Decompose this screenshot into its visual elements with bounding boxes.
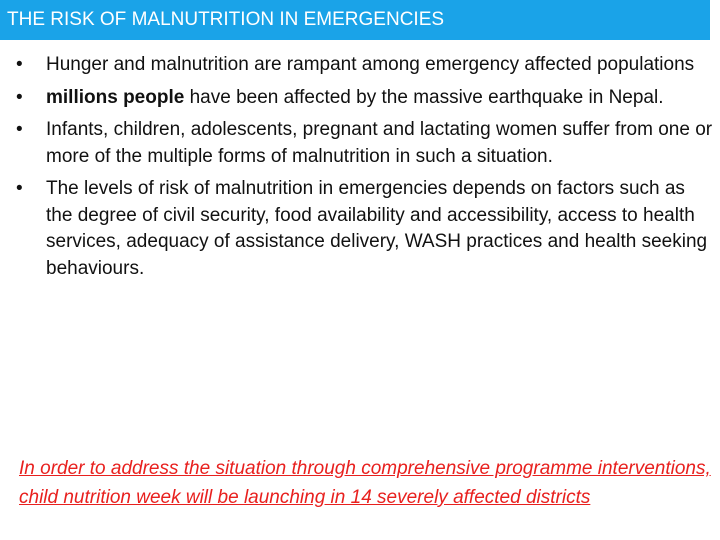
bullet-icon: • — [16, 178, 23, 199]
bullet-item — [14, 176, 714, 282]
bullet-text: Infants, children, adolescents, pregnant and lactating women suffer from one or more of the multiple forms of malnutrition in such a situation. — [46, 119, 713, 167]
bullet-icon: • — [16, 54, 23, 75]
bullet-text: have been affected by the massive earthquake in Nepal. — [184, 86, 664, 108]
slide-title: THE RISK OF MALNUTRITION IN EMERGENCIES — [0, 0, 710, 40]
highlight-note: In order to address the situation through comprehensive programme interventions, child nutrition week will be launching in 14 severely affected districts — [19, 458, 711, 508]
bullet-bold-text: millions people — [46, 86, 185, 108]
bullet-text: The levels of risk of malnutrition in emergencies depends on factors such as the degree of civil security, food availability and accessibility, access to health services, adequacy of assistance delivery, WASH practices and health seeking behaviours. — [46, 178, 708, 279]
bullet-item — [14, 85, 714, 112]
bullet-text: Hunger and malnutrition are rampant among emergency affected populations — [46, 54, 695, 75]
bullet-icon: • — [16, 119, 23, 140]
bullet-item — [14, 117, 714, 170]
bullet-item — [14, 52, 714, 79]
bullet-icon: • — [16, 86, 23, 108]
bullet-list — [14, 52, 714, 288]
